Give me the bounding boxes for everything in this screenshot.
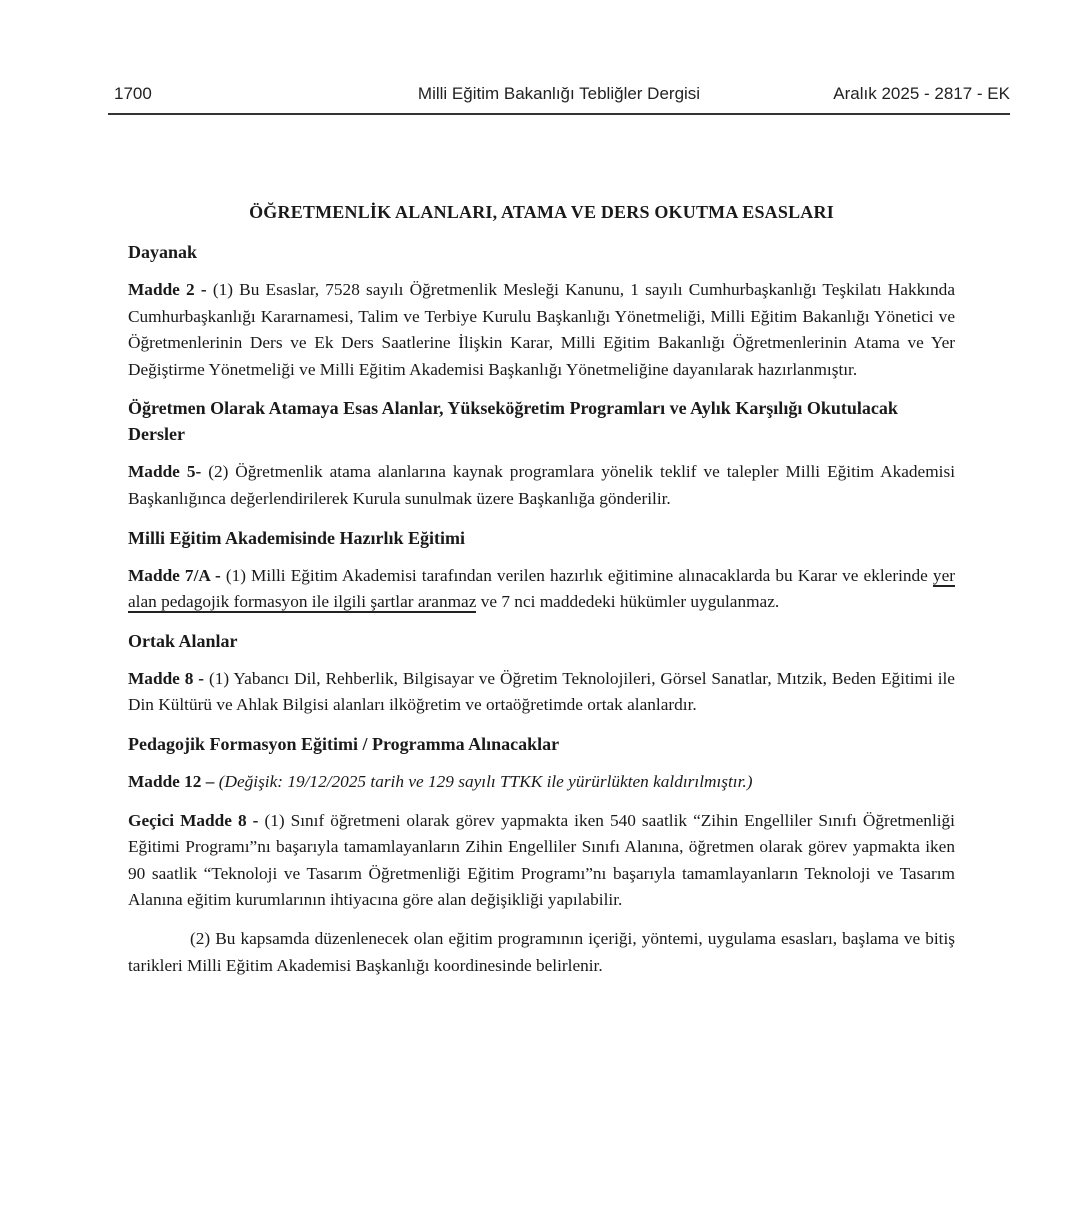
article-5-paragraph	[128, 459, 955, 512]
article-2-text: (1) Bu Esaslar, 7528 sayılı Öğretmenlik Mesleği Kanunu, 1 sayılı Cumhurbaşkanlığı Teşkilatı Hakkında Cumhurbaşkanlığı Kararnamesi, Talim ve Terbiye Kurulu Başkanlığı Yönetmeliği, Milli Eğitim Bakanlığı Yönetici ve Öğretmenlerinin Ders ve Ek Ders Saatlerine İlişkin Karar, Milli Eğitim Bakanlığı Öğretmenlerinin Atama ve Yer Değiştirme Yönetmeliği ve Milli Eğitim Akademisi Başkanlığı Yönetmeliğine dayanılarak hazırlanmıştır.	[128, 280, 955, 379]
article-2-label: Madde 2 -	[128, 280, 207, 299]
temporary-article-8-label: Geçici Madde 8 -	[128, 810, 259, 830]
section-heading-dayanak: Dayanak	[128, 242, 198, 262]
document-title: ÖĞRETMENLİK ALANLARI, ATAMA VE DERS OKUTMA ESASLARI	[249, 202, 834, 222]
journal-title: Milli Eğitim Bakanlığı Tebliğler Dergisi	[417, 84, 701, 103]
article-7a-underlined-text: yer alan pedagojik formasyon ile ilgili şartlar aranmaz	[128, 565, 955, 612]
article-12-text: (Değişik: 19/12/2025 tarih ve 129 sayılı TTKK ile yürürlükten kaldırılmıştır.)	[214, 771, 753, 791]
article-7a-paragraph	[128, 563, 955, 616]
article-7a-text-before: (1) Milli Eğitim Akademisi tarafından verilen hazırlık eğitimine alınacaklarda bu Karar ve eklerinde	[220, 565, 933, 585]
section-heading-ortak: Ortak Alanlar	[128, 630, 238, 651]
article-8-label: Madde 8 -	[128, 668, 205, 688]
article-12-label: Madde 12 –	[128, 771, 215, 791]
header-rule	[108, 113, 1010, 115]
section-heading-atama: Öğretmen Olarak Atamaya Esas Alanlar, Yükseköğretim Programları ve Aylık Karşılığı Okutulacak Dersler	[128, 398, 898, 445]
section-heading-formasyon: Pedagojik Formasyon Eğitimi / Programma Alınacaklar	[128, 733, 560, 754]
temporary-article-8-text: (1) Sınıf öğretmeni olarak görev yapmakta iken 540 saatlik “Zihin Engelliler Sınıfı Öğretmenliği Eğitimi Programı”nı başarıyla tamamlayanların Zihin Engelliler Sınıfı Alanına, öğretmen olarak görev yapmakta iken 90 saatlik “Teknoloji ve Tasarım Öğretmenliği Eğitim Programı”nı başarıyla tamamlayanların Teknoloji ve Tasarım Alanına eğitim kurumlarının ihtiyacına göre alan değişikliği yapılabilir.	[128, 810, 955, 910]
issue-info: Aralık 2025 - 2817 - EK	[833, 84, 1010, 103]
section-heading-akademi: Milli Eğitim Akademisinde Hazırlık Eğitimi	[128, 527, 466, 548]
article-5-label: Madde 5-	[128, 462, 202, 482]
temporary-article-8-paragraph	[128, 808, 955, 914]
page-header	[108, 84, 1010, 110]
article-8-paragraph	[128, 666, 955, 719]
page-number: 1700	[114, 84, 152, 103]
article-8-text: (1) Yabancı Dil, Rehberlik, Bilgisayar ve Öğretim Teknolojileri, Görsel Sanatlar, Mıtzik, Beden Eğitimi ile Din Kültürü ve Ahlak Bilgisi alanları ilköğretim ve ortaöğretimde ortak alanlardır.	[128, 668, 955, 715]
article-7a-text-after: ve 7 nci maddedeki hükümler uygulanmaz.	[476, 592, 780, 612]
article-2-paragraph	[128, 277, 955, 383]
article-7a-label: Madde 7/A -	[128, 565, 221, 585]
article-12-paragraph	[128, 769, 955, 796]
document-body	[128, 202, 955, 991]
temporary-article-8-paragraph-2: (2) Bu kapsamda düzenlenecek olan eğitim programının içeriği, yöntemi, uygulama esasları, başlama ve bitiş tarikleri Milli Eğitim Akademisi Başkanlığı koordinesinde belirlenir.	[128, 928, 955, 975]
article-5-text: (2) Öğretmenlik atama alanlarına kaynak programlara yönelik teklif ve talepler Milli Eğitim Akademisi Başkanlığınca değerlendirilerek Kurula sunulmak üzere Başkanlığa gönderilir.	[128, 462, 955, 508]
